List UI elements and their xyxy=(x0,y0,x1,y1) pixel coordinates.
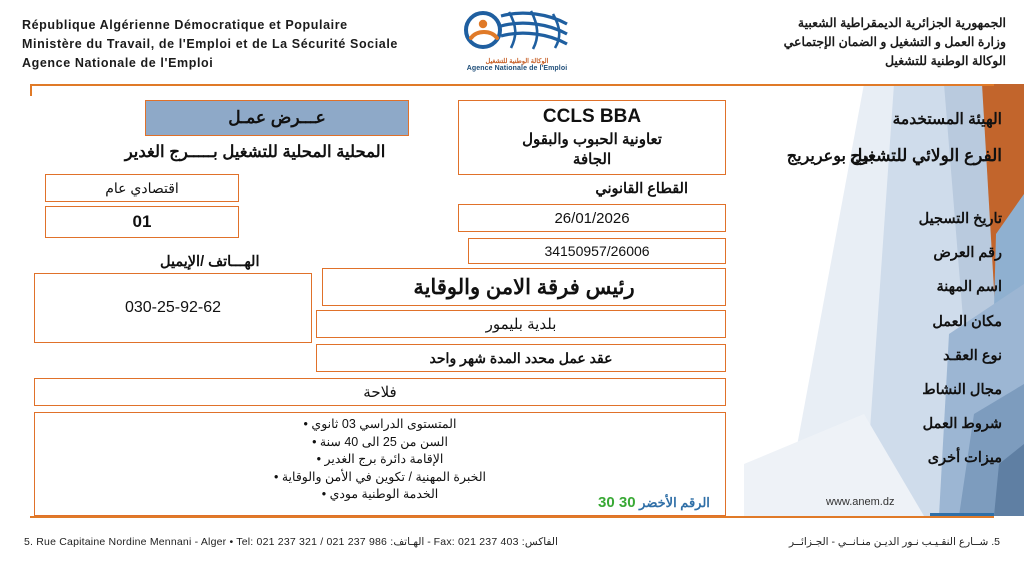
logo-caption-french: Agence Nationale de l'Emploi xyxy=(466,65,568,72)
box-legal-sector: اقتصادي عام xyxy=(45,174,239,202)
header-ar-line-1: الجمهورية الجزائرية الديمقراطية الشعبية xyxy=(797,16,1006,30)
work-conditions-list xyxy=(34,416,726,504)
header-arabic-block xyxy=(576,14,1006,71)
list-item: الإقامة دائرة برج الغدير • xyxy=(34,451,726,469)
green-number-label: الرقم الأخضر xyxy=(639,495,710,510)
list-item: الخبرة المهنية / تكوين في الأمن والوقاية • xyxy=(34,469,726,487)
label-branch: الفرع الولائي للتشغيل xyxy=(849,146,1002,165)
label-phone-email: الهـــاتف /الإيميل xyxy=(160,254,260,270)
box-offer-number: 34150957/26006 xyxy=(468,238,726,264)
website-underline xyxy=(930,513,994,516)
green-number-value: 30 30 xyxy=(598,494,636,511)
box-contract-type: عقد عمل محدد المدة شهر واحد xyxy=(316,344,726,372)
box-job-title: رئيس فرقة الامن والوقاية xyxy=(322,268,726,306)
document-header xyxy=(0,0,1024,84)
offer-body xyxy=(0,86,1024,516)
footer-address-french: 5. Rue Capitaine Nordine Mennani - Alger • Tel: 021 237 321 / 021 237 986 :الهـاتف - Fax: 021 237 403 :الفاكس xyxy=(24,536,558,548)
local-agency-line: المحلية المحلية للتشغيل بـــــرج الغدير xyxy=(124,143,386,161)
list-item: السن من 25 الى 40 سنة • xyxy=(34,434,726,452)
label-offer-number: رقم العرض xyxy=(933,245,1002,261)
label-contract-type: نوع العقـد xyxy=(943,348,1002,364)
header-fr-line-2: Ministère du Travail, de l'Emploi et de La Sécurité Sociale xyxy=(22,37,398,51)
label-activity-field: مجال النشاط xyxy=(922,382,1002,398)
label-registration-date: تاريخ التسجيل xyxy=(918,211,1002,227)
label-work-conditions: شروط العمل xyxy=(922,416,1002,432)
footer-address-arabic: 5. شــارع النقـيـب نـور الديـن منـانــي - الجـزائــر xyxy=(789,536,1000,548)
header-ar-line-3: الوكالة الوطنية للتشغيل xyxy=(884,54,1006,68)
header-french-block xyxy=(22,16,442,73)
list-item: المتستوى الدراسي 03 ثانوي • xyxy=(34,416,726,434)
label-work-place: مكان العمل xyxy=(932,314,1002,330)
label-employer: الهيئة المستخدمة xyxy=(892,111,1002,128)
box-registration-date: 26/01/2026 xyxy=(458,204,726,232)
employer-line-3: الجافة xyxy=(572,151,612,169)
green-number-block xyxy=(598,494,710,511)
box-phone: 030-25-92-62 xyxy=(34,273,312,343)
header-fr-line-3: Agence Nationale de l'Emploi xyxy=(22,56,214,70)
label-job-title: اسم المهنة xyxy=(936,279,1002,295)
box-employer xyxy=(458,100,726,175)
document-footer xyxy=(0,518,1024,569)
anem-logo-mark xyxy=(457,8,577,56)
value-branch: برج بوعريريج xyxy=(786,148,874,165)
label-other-features: ميزات أخرى xyxy=(927,450,1002,466)
offer-title-box: عـــرض عمـل xyxy=(145,100,409,136)
box-activity-field: فلاحة xyxy=(34,378,726,406)
employer-line-1: CCLS BBA xyxy=(542,106,642,128)
employer-line-2: تعاونية الحبوب والبقول xyxy=(522,131,662,149)
header-ar-line-2: وزارة العمل و التشغيل و الضمان الإجتماعي xyxy=(783,35,1006,49)
box-posts-count: 01 xyxy=(45,206,239,238)
logo-caption-arabic: الوكالة الوطنية للتشغيل xyxy=(485,58,549,65)
header-fr-line-1: République Algérienne Démocratique et Populaire xyxy=(22,18,348,32)
anem-logo xyxy=(452,8,582,80)
label-legal-sector: القطاع القانوني xyxy=(595,181,688,197)
list-item: الخدمة الوطنية مودي • xyxy=(34,486,726,504)
website-link[interactable]: www.anem.dz xyxy=(826,496,895,508)
box-work-place: بلدية بليمور xyxy=(316,310,726,338)
